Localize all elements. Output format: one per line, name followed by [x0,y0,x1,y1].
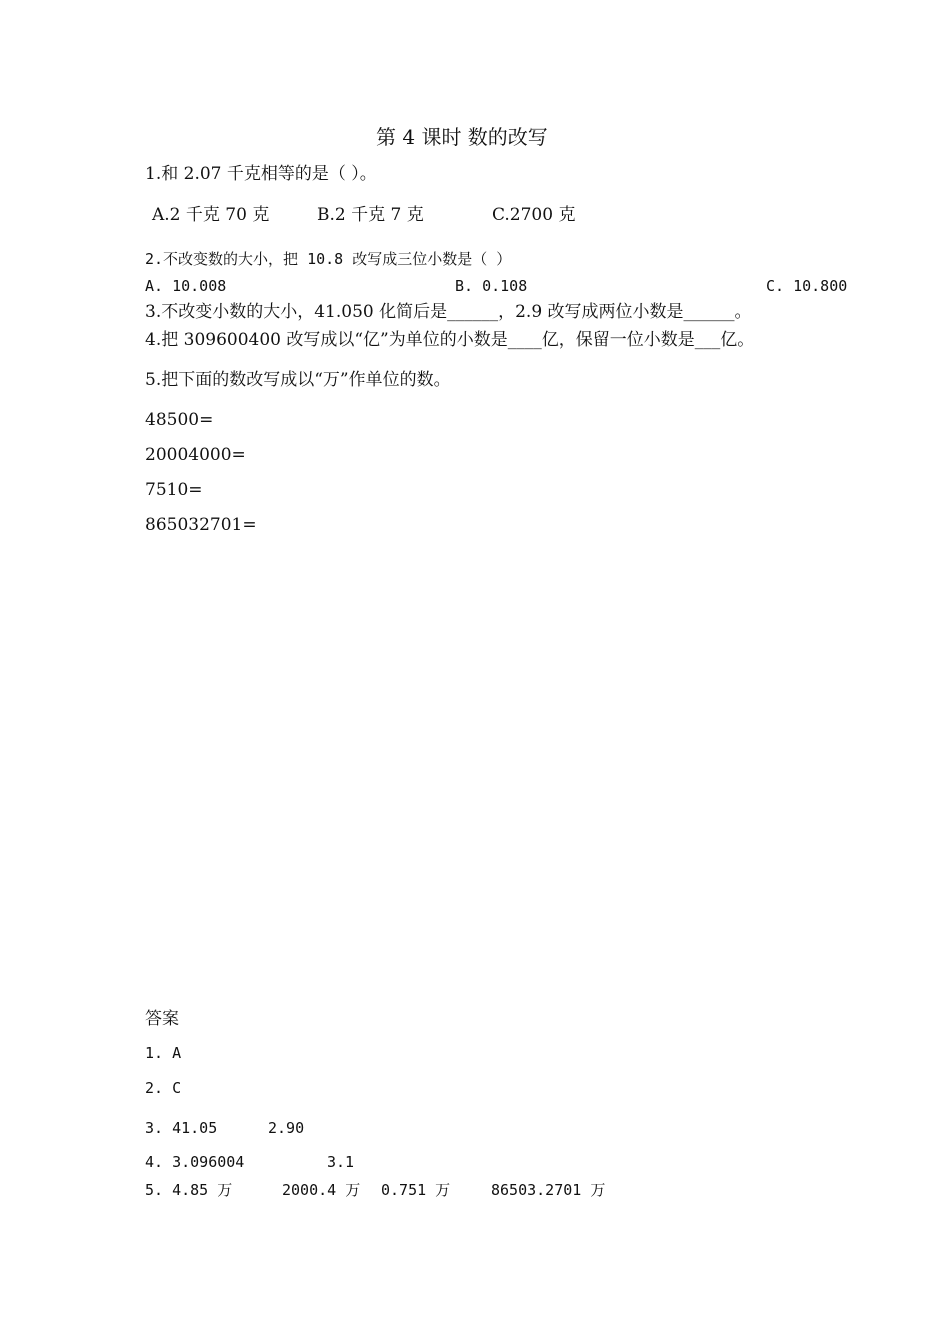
question-1-option-b: B.2 千克 7 克 [317,205,424,225]
question-5-item: 865032701= [145,515,257,535]
question-5-stem: 5.把下面的数改写成以“万”作单位的数。 [145,370,451,390]
question-2-option-a: A. 10.008 [145,277,227,295]
question-3: 3.不改变小数的大小，41.050 化简后是______，2.9 改写成两位小数是______。 [145,302,752,322]
answer-3-part-1: 3. 41.05 [145,1119,218,1137]
question-1-option-a: A.2 千克 70 克 [152,205,270,225]
question-5-item: 7510= [145,480,203,500]
question-2-stem: 2.不改变数的大小，把 10.8 改写成三位小数是（ ） [145,250,512,268]
question-1-option-c: C.2700 克 [492,205,576,225]
answer-5-part-4: 86503.2701 万 [491,1181,606,1199]
question-1-stem: 1.和 2.07 千克相等的是（ ）。 [145,164,377,184]
answer-2: 2. C [145,1079,182,1097]
question-2-option-b: B. 0.108 [455,277,528,295]
answer-3-part-2: 2.90 [268,1119,305,1137]
answers-heading: 答案 [145,1009,179,1029]
answer-4-part-1: 4. 3.096004 [145,1153,245,1171]
question-5-item: 48500= [145,410,214,430]
answer-5-part-1: 5. 4.85 万 [145,1181,233,1199]
answer-5-part-3: 0.751 万 [381,1181,451,1199]
page-title: 第 4 课时 数的改写 [376,125,548,149]
question-2-option-c: C. 10.800 [766,277,848,295]
question-5-item: 20004000= [145,445,246,465]
answer-4-part-2: 3.1 [327,1153,355,1171]
question-4: 4.把 309600400 改写成以“亿”为单位的小数是____亿，保留一位小数是___亿。 [145,330,755,350]
answer-1: 1. A [145,1044,182,1062]
answer-5-part-2: 2000.4 万 [282,1181,361,1199]
